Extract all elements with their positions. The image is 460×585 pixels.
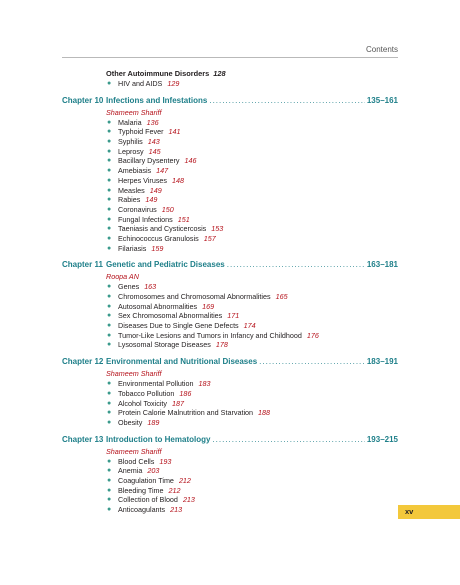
toc-item-label: Anticoagulants <box>118 505 166 514</box>
toc-item-label: Taeniasis and Cysticercosis <box>118 224 207 234</box>
chapter-title: Environmental and Nutritional Diseases <box>106 357 258 367</box>
toc-item-label: Tobacco Pollution <box>118 388 175 398</box>
toc-item-page: 203 <box>147 466 160 476</box>
leader-dots <box>209 95 365 107</box>
toc-item-page: 150 <box>161 204 174 214</box>
toc-item-page: 187 <box>172 398 185 408</box>
toc-item-label: Coronavirus <box>118 204 157 214</box>
toc-item[interactable] <box>106 331 460 341</box>
chapter-page-range: 183–191 <box>366 357 398 367</box>
toc-item[interactable] <box>106 457 460 467</box>
chapter-items <box>106 118 460 254</box>
bullet-icon: ● <box>107 167 112 175</box>
toc-item[interactable] <box>106 186 460 196</box>
chapter-title-line <box>106 356 398 368</box>
leader-dots <box>227 259 365 271</box>
toc-item-page: 163 <box>144 282 157 292</box>
chapter-items <box>106 282 460 350</box>
toc-item-page: 159 <box>151 243 164 253</box>
chapter-section <box>0 259 460 350</box>
bullet-icon: ● <box>107 341 112 349</box>
toc-item[interactable] <box>106 408 460 418</box>
toc-item-label: Bleeding Time <box>118 485 164 495</box>
toc-item-label: Environmental Pollution <box>118 379 194 389</box>
toc-item[interactable] <box>106 321 460 331</box>
top-entries <box>106 68 460 89</box>
bullet-icon: ● <box>107 389 112 397</box>
toc-item-label: Malaria <box>118 117 142 127</box>
toc-item-page: 178 <box>215 340 228 350</box>
chapter-section <box>0 95 460 254</box>
toc-item-page: 176 <box>306 330 319 340</box>
category-label: Other Autoimmune Disorders <box>106 69 210 78</box>
bullet-icon: ● <box>107 457 112 465</box>
toc-item-label: Chromosomes and Chromosomal Abnormalities <box>118 292 271 301</box>
toc-item-label: Collection of Blood <box>118 495 178 505</box>
bullet-icon: ● <box>107 312 112 320</box>
bullet-icon: ● <box>107 80 112 87</box>
chapter-page-range: 193–215 <box>366 434 398 444</box>
toc-item-label: Protein Calorie Malnutrition and Starvation <box>118 408 254 418</box>
toc-item-label: Echinococcus Granulosis <box>118 233 199 243</box>
toc-item-label: Anemia <box>118 466 143 476</box>
bullet-icon: ● <box>107 331 112 339</box>
chapter-title-line <box>106 434 398 446</box>
chapter-heading[interactable] <box>0 259 460 271</box>
header-rule <box>62 57 398 58</box>
page-number: xv <box>405 507 414 516</box>
toc-item[interactable] <box>106 311 460 321</box>
toc-item[interactable] <box>106 79 460 89</box>
chapter-author: Shameem Shariff <box>106 446 162 456</box>
bullet-icon: ● <box>107 293 112 300</box>
toc-item-label: Bacillary Dysentery <box>118 156 180 166</box>
toc-item[interactable] <box>106 176 460 186</box>
category-heading <box>106 68 460 79</box>
toc-item[interactable] <box>106 156 460 166</box>
bullet-icon: ● <box>107 205 112 213</box>
toc-item-page: 212 <box>168 485 181 495</box>
chapter-title-line <box>106 259 398 271</box>
bullet-icon: ● <box>107 244 112 252</box>
toc-item-label: Obesity <box>118 417 143 427</box>
toc-item-page: 174 <box>243 321 256 331</box>
toc-item-label: Syphilis <box>118 137 143 147</box>
toc-item-page: 145 <box>148 146 161 156</box>
toc-item[interactable] <box>106 282 460 292</box>
chapter-title: Genetic and Pediatric Diseases <box>106 260 225 270</box>
toc-item-page: 169 <box>202 301 215 311</box>
toc-item-page: 171 <box>227 311 240 321</box>
chapter-section <box>0 434 460 515</box>
toc-item-page: 149 <box>145 195 158 205</box>
bullet-icon: ● <box>107 283 112 291</box>
page-number-tab <box>398 505 460 519</box>
toc-item-label: Typhoid Fever <box>118 127 164 137</box>
toc-item-page: 153 <box>211 224 224 234</box>
toc-item-page: 147 <box>156 166 169 176</box>
toc-item-label: Lysosomal Storage Diseases <box>118 340 211 350</box>
toc-item-label: Autosomal Abnormalities <box>118 301 198 311</box>
toc-item-page: 136 <box>146 117 159 127</box>
chapter-heading[interactable] <box>0 434 460 446</box>
chapter-label: Chapter 10 <box>62 95 104 105</box>
toc-item[interactable] <box>106 476 460 486</box>
category-page: 128 <box>213 69 226 78</box>
leader-dots <box>212 434 364 446</box>
bullet-icon: ● <box>107 476 112 484</box>
chapter-author: Roopa AN <box>106 272 139 282</box>
toc-item[interactable] <box>106 224 460 234</box>
bullet-icon: ● <box>107 322 112 330</box>
toc-item[interactable] <box>106 466 460 476</box>
bullet-icon: ● <box>107 234 112 242</box>
toc-item-page: 186 <box>179 388 192 398</box>
toc-item-page: 193 <box>159 456 172 466</box>
toc-item[interactable] <box>106 495 460 505</box>
bullet-icon: ● <box>107 138 112 146</box>
toc-item-page: 129 <box>167 79 180 88</box>
bullet-icon: ● <box>107 496 112 504</box>
toc-item-label: Alcohol Toxicity <box>118 398 168 408</box>
toc-item-page: 143 <box>147 137 160 147</box>
table-of-contents <box>0 68 460 515</box>
toc-item[interactable] <box>106 340 460 350</box>
chapter-heading[interactable] <box>0 356 460 368</box>
bullet-icon: ● <box>107 302 112 310</box>
toc-item[interactable] <box>106 399 460 409</box>
toc-item-label: HIV and AIDS <box>118 79 163 88</box>
bullet-icon: ● <box>107 128 112 136</box>
toc-item-label: Amebiasis <box>118 166 152 176</box>
toc-item[interactable] <box>106 137 460 147</box>
toc-item-label: Herpes Viruses <box>118 175 168 185</box>
header-title: Contents <box>365 45 398 54</box>
toc-item-page: 183 <box>198 379 211 389</box>
bullet-icon: ● <box>107 225 112 233</box>
toc-item-label: Leprosy <box>118 146 144 156</box>
chapter-title: Introduction to Hematology <box>106 434 211 444</box>
bullet-icon: ● <box>107 196 112 204</box>
toc-item-page: 213 <box>182 495 195 505</box>
toc-item[interactable] <box>106 127 460 137</box>
chapter-section <box>0 356 460 427</box>
chapter-page-range: 135–161 <box>366 95 398 105</box>
chapter-label: Chapter 11 <box>62 260 103 270</box>
toc-item-label: Coagulation Time <box>118 475 174 485</box>
bullet-icon: ● <box>107 176 112 184</box>
toc-item-label: Fungal Infections <box>118 214 173 224</box>
bullet-icon: ● <box>107 380 112 388</box>
toc-item[interactable] <box>106 215 460 225</box>
leader-dots <box>259 356 365 368</box>
toc-item[interactable] <box>106 205 460 215</box>
bullet-icon: ● <box>107 486 112 494</box>
toc-item[interactable] <box>106 147 460 157</box>
bullet-icon: ● <box>107 467 112 475</box>
bullet-icon: ● <box>107 399 112 407</box>
toc-item-label: Rabies <box>118 195 141 205</box>
bullet-icon: ● <box>107 409 112 417</box>
toc-item-page: 213 <box>170 505 183 514</box>
bullet-icon: ● <box>107 118 112 126</box>
chapter-author: Shameem Shariff <box>106 107 162 117</box>
toc-item[interactable] <box>106 302 460 312</box>
toc-item-label: Genes <box>118 282 140 292</box>
toc-item-page: 151 <box>177 214 190 224</box>
toc-item-page: 212 <box>178 475 191 485</box>
toc-item[interactable] <box>106 166 460 176</box>
toc-item-page: 165 <box>275 292 288 301</box>
toc-item-label: Sex Chromosomal Abnormalities <box>118 311 223 321</box>
bullet-icon: ● <box>107 506 112 513</box>
chapter-label: Chapter 12 <box>62 357 104 367</box>
chapter-author: Shameem Shariff <box>106 369 162 379</box>
bullet-icon: ● <box>107 186 112 194</box>
toc-item-label: Blood Cells <box>118 456 155 466</box>
bullet-icon: ● <box>107 157 112 165</box>
toc-item[interactable] <box>106 195 460 205</box>
chapter-title-line <box>106 95 398 107</box>
toc-item-page: 141 <box>168 127 181 137</box>
toc-item-page: 188 <box>258 408 271 418</box>
chapter-heading[interactable] <box>0 95 460 107</box>
toc-item-page: 189 <box>147 417 160 427</box>
toc-item[interactable] <box>106 244 460 254</box>
toc-item[interactable] <box>106 234 460 244</box>
toc-item[interactable] <box>106 389 460 399</box>
toc-item[interactable] <box>106 292 460 302</box>
toc-item-page: 149 <box>149 185 162 195</box>
toc-item[interactable] <box>106 486 460 496</box>
chapter-page-range: 163–181 <box>366 260 398 270</box>
toc-item[interactable] <box>106 379 460 389</box>
bullet-icon: ● <box>107 147 112 155</box>
toc-item-label: Measles <box>118 185 145 195</box>
toc-item[interactable] <box>106 118 460 128</box>
toc-item-label: Diseases Due to Single Gene Defects <box>118 321 239 331</box>
bullet-icon: ● <box>107 215 112 223</box>
toc-item[interactable] <box>106 418 460 428</box>
toc-item-page: 146 <box>184 156 197 166</box>
chapter-label: Chapter 13 <box>62 434 104 444</box>
toc-item-page: 157 <box>203 233 216 243</box>
chapter-list <box>0 95 460 515</box>
toc-item-label: Filariasis <box>118 243 147 253</box>
chapter-title: Infections and Infestations <box>106 95 208 105</box>
bullet-icon: ● <box>107 418 112 426</box>
toc-item-label: Tumor-Like Lesions and Tumors in Infancy and Childhood <box>118 330 302 340</box>
toc-item-page: 148 <box>172 175 185 185</box>
chapter-items <box>106 379 460 427</box>
